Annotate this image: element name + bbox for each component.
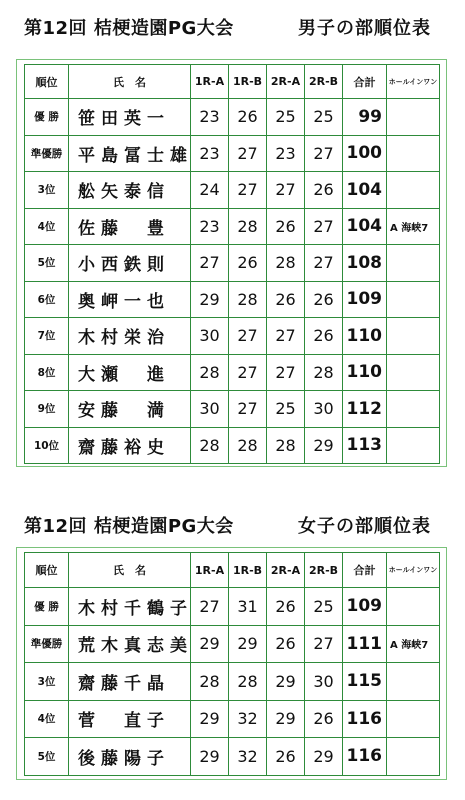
score-2r-b-cell: 26 <box>305 700 343 738</box>
score-2r-a-cell: 23 <box>267 135 305 172</box>
hole-in-one-cell <box>387 172 440 209</box>
name-char: 田 <box>101 109 118 130</box>
total-cell: 115 <box>343 663 387 701</box>
player-name-cell <box>69 208 191 245</box>
men-table-panel <box>16 59 447 467</box>
name-char: 笹 <box>78 109 95 130</box>
header-hole-in-one: ホールインワン <box>387 65 440 99</box>
name-char: 安 <box>78 401 95 422</box>
score-1r-b-cell: 28 <box>229 208 267 245</box>
table-row <box>25 245 440 282</box>
score-1r-b-cell: 28 <box>229 663 267 701</box>
name-char: 矢 <box>101 182 118 203</box>
rank-cell: 10位 <box>25 427 69 464</box>
total-cell: 110 <box>343 318 387 355</box>
name-char: 奥 <box>78 291 95 312</box>
name-char: 千 <box>124 598 141 619</box>
table-row <box>25 318 440 355</box>
player-name-cell <box>69 700 191 738</box>
score-2r-b-cell: 28 <box>305 354 343 391</box>
header-1r-b: 1R-B <box>229 65 267 99</box>
total-cell: 99 <box>343 99 387 136</box>
score-1r-a-cell: 23 <box>191 135 229 172</box>
hole-in-one-cell: A 海峡7 <box>387 625 440 663</box>
name-char: 木 <box>101 636 118 657</box>
name-char: 陽 <box>124 748 141 769</box>
table-row <box>25 354 440 391</box>
name-char: 泰 <box>124 182 141 203</box>
player-name-cell <box>69 427 191 464</box>
name-char: 藤 <box>101 673 118 694</box>
table-row <box>25 281 440 318</box>
score-1r-a-cell: 29 <box>191 738 229 776</box>
score-2r-a-cell: 26 <box>267 588 305 626</box>
score-2r-b-cell: 30 <box>305 391 343 428</box>
player-name-cell <box>69 354 191 391</box>
table-row <box>25 172 440 209</box>
name-char: 小 <box>78 255 95 276</box>
name-char: 子 <box>147 711 164 732</box>
score-2r-a-cell: 27 <box>267 318 305 355</box>
score-2r-b-cell: 27 <box>305 245 343 282</box>
name-char: 島 <box>101 145 118 166</box>
score-1r-a-cell: 23 <box>191 99 229 136</box>
name-char: 村 <box>101 328 118 349</box>
score-1r-b-cell: 29 <box>229 625 267 663</box>
score-2r-a-cell: 25 <box>267 99 305 136</box>
header-1r-a: 1R-A <box>191 65 229 99</box>
hole-in-one-cell <box>387 245 440 282</box>
score-1r-b-cell: 27 <box>229 354 267 391</box>
rank-cell: 7位 <box>25 318 69 355</box>
name-char: 藤 <box>101 401 118 422</box>
name-char: 瀬 <box>101 364 118 385</box>
score-1r-b-cell: 27 <box>229 318 267 355</box>
score-1r-b-cell: 27 <box>229 172 267 209</box>
name-char: 美 <box>170 636 187 657</box>
total-cell: 111 <box>343 625 387 663</box>
table-row <box>25 391 440 428</box>
score-2r-a-cell: 27 <box>267 354 305 391</box>
player-name-cell <box>69 625 191 663</box>
score-1r-b-cell: 31 <box>229 588 267 626</box>
score-1r-b-cell: 27 <box>229 135 267 172</box>
total-cell: 108 <box>343 245 387 282</box>
hole-in-one-cell <box>387 281 440 318</box>
name-char: 英 <box>124 109 141 130</box>
name-char <box>121 396 144 421</box>
name-char: 史 <box>147 437 164 458</box>
player-name-cell <box>69 172 191 209</box>
name-char: 後 <box>78 748 95 769</box>
name-char: 治 <box>147 328 164 349</box>
name-char: 雄 <box>170 145 187 166</box>
rank-cell: 6位 <box>25 281 69 318</box>
player-name-cell <box>69 245 191 282</box>
name-char: 鉄 <box>124 255 141 276</box>
table-row <box>25 208 440 245</box>
name-char: 藤 <box>101 748 118 769</box>
rank-cell: 5位 <box>25 245 69 282</box>
player-name-cell <box>69 663 191 701</box>
header-2r-a: 2R-A <box>267 553 305 588</box>
name-char: 藤 <box>101 218 118 239</box>
name-char: 信 <box>147 182 164 203</box>
score-1r-a-cell: 23 <box>191 208 229 245</box>
hole-in-one-cell <box>387 700 440 738</box>
name-char: 則 <box>147 255 164 276</box>
women-tournament-title: 第12回 桔梗造園PG大会 <box>24 516 234 537</box>
women-ranking-title: 女子の部順位表 <box>298 516 431 537</box>
name-char: 子 <box>147 748 164 769</box>
score-1r-b-cell: 28 <box>229 281 267 318</box>
rank-cell: 4位 <box>25 208 69 245</box>
name-char: 舩 <box>78 182 95 203</box>
total-cell: 109 <box>343 588 387 626</box>
score-2r-b-cell: 27 <box>305 208 343 245</box>
hole-in-one-cell <box>387 354 440 391</box>
name-char: 也 <box>147 291 164 312</box>
score-2r-b-cell: 29 <box>305 738 343 776</box>
header-rank: 順位 <box>25 553 69 588</box>
rank-cell: 3位 <box>25 172 69 209</box>
hole-in-one-cell <box>387 588 440 626</box>
total-cell: 100 <box>343 135 387 172</box>
score-1r-b-cell: 32 <box>229 738 267 776</box>
table-row <box>25 427 440 464</box>
name-char: 真 <box>124 636 141 657</box>
women-table-panel <box>16 547 447 780</box>
score-2r-b-cell: 25 <box>305 588 343 626</box>
player-name-cell <box>69 588 191 626</box>
women-section <box>0 508 465 769</box>
name-char: 鶴 <box>147 598 164 619</box>
score-2r-b-cell: 25 <box>305 99 343 136</box>
name-char: 平 <box>78 145 95 166</box>
score-1r-a-cell: 28 <box>191 663 229 701</box>
women-ranking-table <box>24 552 440 776</box>
score-2r-b-cell: 27 <box>305 135 343 172</box>
hole-in-one-cell <box>387 427 440 464</box>
name-char: 満 <box>147 401 164 422</box>
header-2r-b: 2R-B <box>305 553 343 588</box>
score-1r-a-cell: 30 <box>191 318 229 355</box>
name-char: 大 <box>78 364 95 385</box>
men-tournament-title: 第12回 桔梗造園PG大会 <box>24 18 234 39</box>
player-name-cell <box>69 738 191 776</box>
rank-cell: 4位 <box>25 700 69 738</box>
men-ranking-table <box>24 64 440 464</box>
header-1r-b: 1R-B <box>229 553 267 588</box>
header-row <box>25 65 440 99</box>
table-row <box>25 99 440 136</box>
score-1r-b-cell: 32 <box>229 700 267 738</box>
rank-cell: 優 勝 <box>25 588 69 626</box>
total-cell: 112 <box>343 391 387 428</box>
name-char: 栄 <box>124 328 141 349</box>
player-name-cell <box>69 391 191 428</box>
score-2r-b-cell: 26 <box>305 281 343 318</box>
hole-in-one-cell <box>387 738 440 776</box>
score-2r-b-cell: 26 <box>305 172 343 209</box>
name-char: 一 <box>147 109 164 130</box>
score-1r-a-cell: 27 <box>191 245 229 282</box>
name-char: 志 <box>147 636 164 657</box>
rank-cell: 8位 <box>25 354 69 391</box>
score-2r-a-cell: 26 <box>267 738 305 776</box>
name-char: 進 <box>147 364 164 385</box>
total-cell: 109 <box>343 281 387 318</box>
name-char: 士 <box>147 145 164 166</box>
hole-in-one-cell: A 海峡7 <box>387 208 440 245</box>
rank-cell: 準優勝 <box>25 625 69 663</box>
name-char: 一 <box>124 291 141 312</box>
name-char: 木 <box>78 328 95 349</box>
rank-cell: 準優勝 <box>25 135 69 172</box>
score-2r-a-cell: 28 <box>267 427 305 464</box>
total-cell: 110 <box>343 354 387 391</box>
score-1r-a-cell: 24 <box>191 172 229 209</box>
header-name: 氏 名 <box>69 553 191 588</box>
name-char: 荒 <box>78 636 95 657</box>
header-row <box>25 553 440 588</box>
table-row <box>25 588 440 626</box>
score-2r-b-cell: 26 <box>305 318 343 355</box>
header-rank: 順位 <box>25 65 69 99</box>
name-char <box>121 214 144 239</box>
score-2r-b-cell: 27 <box>305 625 343 663</box>
name-char: 西 <box>101 255 118 276</box>
total-cell: 116 <box>343 738 387 776</box>
name-char <box>98 706 121 731</box>
score-1r-b-cell: 26 <box>229 245 267 282</box>
hole-in-one-cell <box>387 99 440 136</box>
name-char: 藤 <box>101 437 118 458</box>
score-2r-b-cell: 29 <box>305 427 343 464</box>
table-row <box>25 738 440 776</box>
men-heading <box>0 10 465 40</box>
name-char: 木 <box>78 598 95 619</box>
player-name-cell <box>69 135 191 172</box>
score-1r-a-cell: 29 <box>191 281 229 318</box>
name-char: 直 <box>124 711 141 732</box>
header-hole-in-one: ホールインワン <box>387 553 440 588</box>
player-name-cell <box>69 281 191 318</box>
score-2r-a-cell: 25 <box>267 391 305 428</box>
table-row <box>25 700 440 738</box>
score-1r-b-cell: 27 <box>229 391 267 428</box>
name-char: 齋 <box>78 437 95 458</box>
name-char: 千 <box>124 673 141 694</box>
name-char: 菅 <box>78 711 95 732</box>
rank-cell: 9位 <box>25 391 69 428</box>
score-2r-a-cell: 29 <box>267 700 305 738</box>
score-1r-a-cell: 28 <box>191 354 229 391</box>
header-total: 合計 <box>343 553 387 588</box>
score-1r-a-cell: 30 <box>191 391 229 428</box>
player-name-cell <box>69 99 191 136</box>
hole-in-one-cell <box>387 318 440 355</box>
name-char: 齋 <box>78 673 95 694</box>
score-2r-a-cell: 29 <box>267 663 305 701</box>
header-2r-b: 2R-B <box>305 65 343 99</box>
header-2r-a: 2R-A <box>267 65 305 99</box>
women-heading <box>0 508 465 538</box>
name-char: 子 <box>170 598 187 619</box>
name-char: 裕 <box>124 437 141 458</box>
score-2r-a-cell: 28 <box>267 245 305 282</box>
score-1r-a-cell: 29 <box>191 700 229 738</box>
name-char: 晶 <box>147 673 164 694</box>
men-ranking-title: 男子の部順位表 <box>298 18 431 39</box>
rank-cell: 3位 <box>25 663 69 701</box>
name-char <box>121 360 144 385</box>
total-cell: 104 <box>343 208 387 245</box>
score-2r-b-cell: 30 <box>305 663 343 701</box>
header-1r-a: 1R-A <box>191 553 229 588</box>
score-1r-b-cell: 28 <box>229 427 267 464</box>
header-total: 合計 <box>343 65 387 99</box>
score-1r-a-cell: 28 <box>191 427 229 464</box>
score-2r-a-cell: 26 <box>267 281 305 318</box>
men-section <box>0 10 465 458</box>
header-name: 氏 名 <box>69 65 191 99</box>
rank-cell: 5位 <box>25 738 69 776</box>
hole-in-one-cell <box>387 391 440 428</box>
total-cell: 113 <box>343 427 387 464</box>
score-2r-a-cell: 27 <box>267 172 305 209</box>
total-cell: 116 <box>343 700 387 738</box>
score-1r-b-cell: 26 <box>229 99 267 136</box>
name-char: 村 <box>101 598 118 619</box>
rank-cell: 優 勝 <box>25 99 69 136</box>
total-cell: 104 <box>343 172 387 209</box>
table-row <box>25 135 440 172</box>
name-char: 冨 <box>124 145 141 166</box>
name-char: 岬 <box>101 291 118 312</box>
score-1r-a-cell: 29 <box>191 625 229 663</box>
player-name-cell <box>69 318 191 355</box>
score-1r-a-cell: 27 <box>191 588 229 626</box>
hole-in-one-cell <box>387 135 440 172</box>
score-2r-a-cell: 26 <box>267 208 305 245</box>
name-char: 豊 <box>147 218 164 239</box>
score-2r-a-cell: 26 <box>267 625 305 663</box>
name-char: 佐 <box>78 218 95 239</box>
table-row <box>25 625 440 663</box>
hole-in-one-cell <box>387 663 440 701</box>
table-row <box>25 663 440 701</box>
